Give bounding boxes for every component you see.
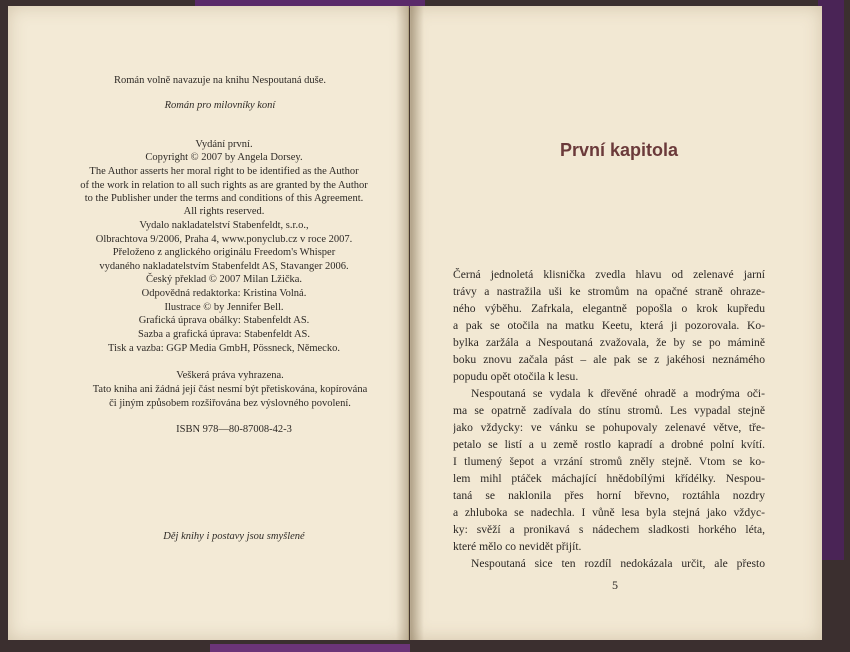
rights-line: či jiným způsobem rozšiřována bez výslovného povolení.: [109, 398, 351, 409]
body-line: ného výběhu. Zafrkala, elegantně popošla o krok kupředu: [453, 302, 765, 315]
imprint-line: Odpovědná redaktorka: Kristina Volná.: [141, 288, 307, 299]
imprint-line: Český překlad © 2007 Milan Lžička.: [145, 274, 303, 285]
subtitle: Román pro milovníky koní: [164, 100, 276, 111]
body-line: boku znovu začala pást – ale pak se z jakéhosi neznámého: [453, 353, 765, 366]
body-line: lem mihl ptáček máchající hnědobílými křídélky. Nespou-: [453, 472, 765, 485]
rights-line: Veškerá práva vyhrazena.: [176, 370, 284, 381]
body-line: Nespoutaná se vydala k dřevěné ohradě a modrýma oči-: [471, 387, 765, 400]
page-number: 5: [612, 578, 618, 592]
body-line: trávy a nastražila uši ke stromům na opačné straně ohraze-: [453, 285, 765, 298]
tagline: Román volně navazuje na knihu Nespoutaná duše.: [114, 75, 326, 86]
chapter-title: První kapitola: [559, 140, 679, 160]
imprint-line: All rights reserved.: [183, 206, 265, 217]
book-gutter: [396, 6, 424, 640]
rights-line: Tato kniha ani žádná její část nesmí být přetiskována, kopírována: [92, 384, 368, 395]
disclaimer: Děj knihy i postavy jsou smyšlené: [163, 531, 305, 542]
imprint-line: The Author asserts her moral right to be identified as the Author: [89, 166, 359, 177]
isbn: ISBN 978—80-87008-42-3: [176, 424, 292, 435]
imprint-line: Přeloženo z anglického originálu Freedom's Whisper: [112, 247, 336, 258]
body-line: popudu opět otočila k lesu.: [453, 370, 579, 383]
imprint-line: Tisk a vazba: GGP Media GmbH, Pössneck, Německo.: [108, 343, 340, 354]
cover-purple-bottom: [210, 644, 410, 652]
body-line: ky: svěží a pronikavá s nádechem sladkosti horkého léta,: [453, 523, 765, 536]
body-line: a zhluboka se nadechla. I vůně lesa byla stejná jako vždyc-: [453, 506, 765, 519]
body-line: a pak se otočila na matku Keetu, která ji pozorovala. Ko-: [453, 319, 765, 332]
body-line: jako vždycky: ve vánku se pohupovaly zelenavé větve, tře-: [453, 421, 765, 434]
body-line: petalo se listí a u země rostlo kapradí a drobné polní kvítí.: [453, 438, 765, 451]
imprint-line: Ilustrace © by Jennifer Bell.: [164, 302, 284, 313]
body-line: I tlumený šepot a vrzání stromů zněly stejně. Vtom se ko-: [453, 455, 765, 468]
imprint-line: Vydalo nakladatelství Stabenfeldt, s.r.o.,: [139, 220, 309, 231]
body-line: Nespoutaná sice ten rozdíl nedokázala určit, ale přesto: [471, 557, 765, 570]
imprint-line: of the work in relation to all such rights as are granted by the Author: [80, 180, 368, 191]
imprint-line: Olbrachtova 9/2006, Praha 4, www.ponyclub.cz v roce 2007.: [95, 234, 353, 245]
body-line: Černá jednoletá klisnička zvedla hlavu od zelenavé jarní: [453, 268, 765, 281]
imprint-line: Sazba a grafická úprava: Stabenfeldt AS.: [137, 329, 311, 340]
imprint-line: Copyright © 2007 by Angela Dorsey.: [145, 152, 303, 163]
imprint-line: vydaného nakladatelstvím Stabenfeldt AS, Stavanger 2006.: [99, 261, 349, 272]
body-line: bylka zaržála a Nespoutaná zvažovala, že by se po mámině: [453, 336, 765, 349]
imprint-line: Grafická úprava obálky: Stabenfeldt AS.: [138, 315, 310, 326]
imprint-line: to the Publisher under the terms and conditions of this Agreement.: [84, 193, 364, 204]
body-line: taná se naklonila přes horní břevno, roztáhla nozdry: [453, 489, 765, 502]
body-line: které mělo co nevidět přijít.: [453, 540, 582, 553]
body-line: ma se opatrně zadívala do stínu stromů. Les vypadal stejně: [453, 404, 765, 417]
imprint-line: Vydání první.: [195, 139, 253, 150]
